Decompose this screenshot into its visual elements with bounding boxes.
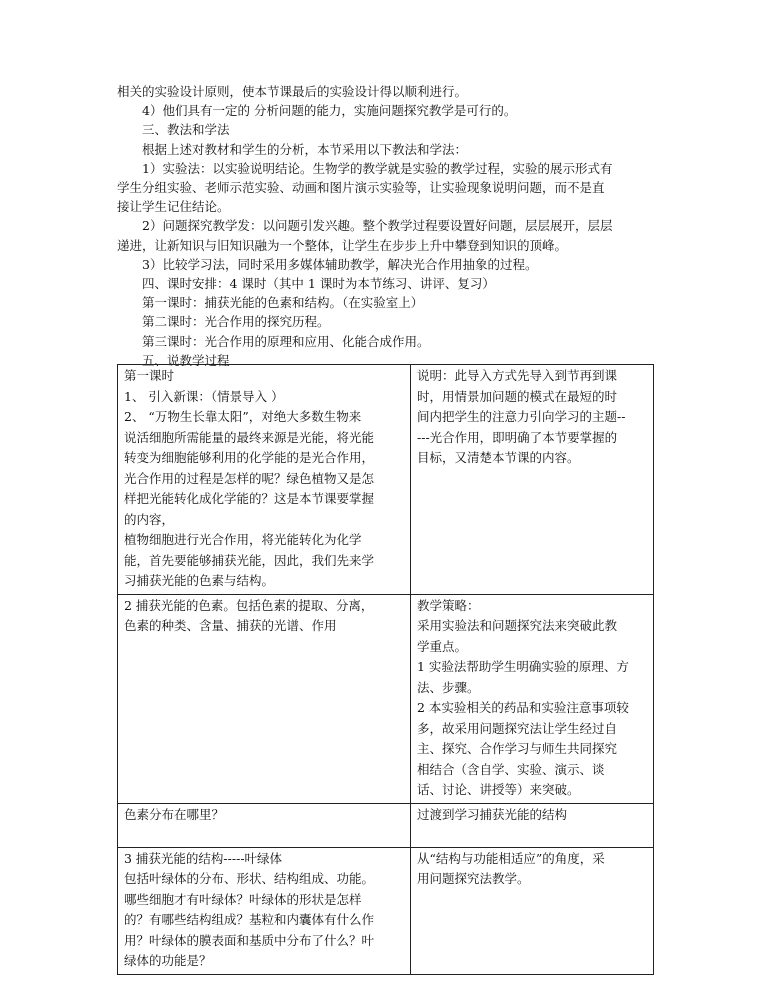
- note-cell: [411, 803, 654, 847]
- cell-line: 采用实验法和问题探究法来突破此教: [417, 618, 618, 633]
- section-heading: 三、教法和学法: [142, 122, 230, 138]
- cell-line: 学重点。: [417, 638, 468, 654]
- paragraph: 学生分组实验、老师示范实验、动画和图片演示实验等，让实验现象说明问题，而不是直: [117, 180, 605, 196]
- cell-line: 绿体的功能是？: [124, 953, 212, 968]
- cell-line: 说活细胞所需能量的最终来源是光能，将光能: [124, 429, 375, 445]
- paragraph: 1）实验法：以实验说明结论。生物学的教学就是实验的教学过程，实验的展示形式有: [142, 160, 613, 176]
- table-row: [118, 803, 654, 847]
- paragraph: 2）问题探究教学发：以问题引发兴趣。整个教学过程要设置好问题，层层展开，层层: [142, 218, 613, 234]
- cell-line: 光合作用的过程是怎样的呢？绿色植物又是怎: [124, 470, 375, 486]
- cell-line: 能，首先要能够捕获光能，因此，我们先来学: [124, 552, 375, 568]
- cell-line: 相结合（含自学、实验、演示、谈: [417, 761, 605, 777]
- teaching-process-table: [117, 364, 654, 975]
- cell-line: 过渡到学习捕获光能的结构: [417, 806, 568, 822]
- cell-line: 时，用情景加问题的模式在最短的时: [417, 388, 618, 404]
- paragraph: 第三课时：光合作用的原理和应用、化能合成作用。: [142, 333, 430, 349]
- cell-line: 2 捕获光能的色素。包括色素的提取、分离，: [124, 597, 374, 613]
- cell-line: 从“结构与功能相适应”的角度，采: [417, 850, 605, 866]
- cell-line: 的？有哪些结构组成？基粒和内囊体有什么作: [124, 912, 375, 927]
- cell-line: 主、探究、合作学习与师生共同探究: [417, 741, 618, 756]
- cell-line: 色素的种类、含量、捕获的光谱、作用: [124, 618, 337, 633]
- paragraph: 接让学生记住结论。: [117, 199, 230, 215]
- cell-line: 说明：此导入方式先导入到节再到课: [417, 368, 618, 383]
- section-heading: 五、说教学过程: [142, 352, 230, 368]
- cell-line: 3 捕获光能的结构-----叶绿体: [124, 850, 283, 866]
- paragraph: 4）他们具有一定的 分析问题的能力，实施问题探究教学是可行的。: [142, 103, 517, 119]
- cell-line: 第一课时: [124, 368, 175, 383]
- body-text: [117, 82, 657, 370]
- section-heading: 四、课时安排：4 课时（其中 1 课时为本节练习、讲评、复习）: [142, 276, 495, 292]
- cell-line: 转变为细胞能够利用的化学能的是光合作用，: [124, 450, 375, 465]
- cell-line: 话、讨论、讲授等）来突破。: [417, 782, 580, 797]
- table-row: [118, 594, 654, 803]
- paragraph: 第一课时：捕获光能的色素和结构。（在实验室上）: [142, 295, 424, 311]
- cell-line: 2、 “万物生长靠太阳”，对绝大多数生物来: [124, 409, 362, 424]
- note-cell: [411, 847, 654, 974]
- cell-line: ---光合作用，即明确了本节要掌握的: [417, 429, 618, 445]
- content-cell: [118, 594, 411, 803]
- content-cell: [118, 847, 411, 974]
- cell-line: 2 本实验相关的药品和实验注意事项较: [417, 700, 629, 715]
- cell-line: 教学策略：: [417, 597, 480, 613]
- paragraph: 3）比较学习法，同时采用多媒体辅助教学，解决光合作用抽象的过程。: [142, 256, 538, 272]
- cell-line: 用？叶绿体的膜表面和基质中分布了什么？叶: [124, 932, 375, 948]
- cell-line: 样把光能转化成化学能的？这是本节课要掌握: [124, 491, 375, 506]
- paragraph: 递进，让新知识与旧知识融为一个整体，让学生在步步上升中攀登到知识的顶峰。: [117, 237, 568, 253]
- cell-line: 法、步骤。: [417, 679, 480, 695]
- paragraph: 根据上述对教材和学生的分析，本节采用以下教法和学法：: [142, 141, 468, 157]
- cell-line: 目标，又清楚本节课的内容。: [417, 450, 580, 465]
- cell-line: 1、 引入新课：（情景导入 ）: [124, 388, 284, 404]
- cell-line: 植物细胞进行光合作用，将光能转化为化学: [124, 532, 362, 547]
- content-cell: [118, 365, 411, 595]
- cell-line: 包括叶绿体的分布、形状、结构组成、功能。: [124, 871, 375, 886]
- table-row: [118, 365, 654, 595]
- cell-line: 多，故采用问题探究法让学生经过自: [417, 720, 618, 736]
- cell-line: 哪些细胞才有叶绿体？叶绿体的形状是怎样: [124, 891, 362, 907]
- content-cell: [118, 803, 411, 847]
- cell-line: 的内容，: [124, 511, 175, 527]
- paragraph: 第二课时：光合作用的探究历程。: [142, 314, 330, 330]
- cell-line: 色素分布在哪里？: [124, 806, 225, 822]
- cell-line: 习捕获光能的色素与结构。: [124, 573, 275, 588]
- table-body: [118, 365, 654, 975]
- cell-line: 间内把学生的注意力引向学习的主题--: [417, 409, 626, 424]
- table-row: [118, 847, 654, 974]
- note-cell: [411, 594, 654, 803]
- note-cell: [411, 365, 654, 595]
- cell-line: 1 实验法帮助学生明确实验的原理、方: [417, 659, 629, 674]
- cell-line: 用问题探究法教学。: [417, 871, 530, 886]
- paragraph: 相关的实验设计原则，使本节课最后的实验设计得以顺利进行。: [117, 84, 468, 99]
